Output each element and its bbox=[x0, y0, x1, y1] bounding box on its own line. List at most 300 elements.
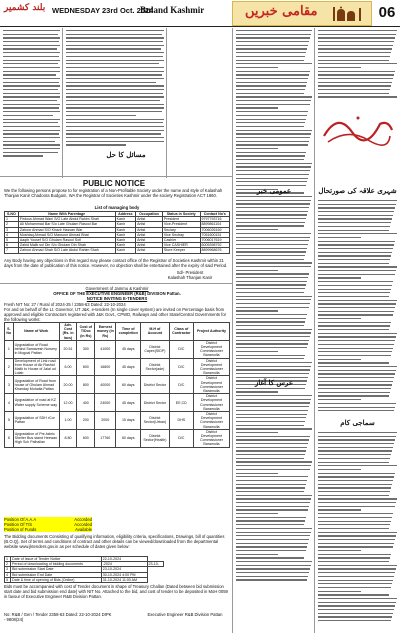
text-line bbox=[318, 41, 394, 42]
table-cell: 8.80 bbox=[59, 429, 77, 447]
table-cell: Zahoor Ahmad Shah S/O Late Abdul Rahim Shah bbox=[18, 248, 115, 253]
urdu-subhead: مسائل کا حل bbox=[106, 150, 146, 159]
text-line bbox=[236, 340, 309, 341]
table-cell: 400 bbox=[77, 394, 95, 412]
table-header-cell: M.H of Account bbox=[141, 323, 170, 341]
text-line bbox=[318, 296, 389, 297]
table-cell: 45 days bbox=[116, 358, 141, 376]
brand-name: Buland Kashmir bbox=[140, 5, 205, 15]
text-line bbox=[318, 546, 393, 547]
text-line bbox=[318, 517, 392, 518]
text-line bbox=[318, 218, 392, 219]
text-line bbox=[318, 74, 394, 75]
text-line bbox=[318, 30, 397, 31]
text-line bbox=[318, 443, 394, 444]
text-line bbox=[318, 436, 396, 437]
tender-bidding-note: The Bidding documents Consisting of qualifying information, eligibility criteria, specifications, Drawings, bill of quantities (B.O.Q), Set of terms and conditions of contract and other details can be viewed/downloaded from the departmental website www.jktenders.gov.in as per schedule of dates given below: bbox=[4, 534, 225, 549]
text-line bbox=[236, 178, 308, 179]
urdu-article-col4-low bbox=[318, 432, 397, 624]
text-line bbox=[318, 554, 391, 555]
text-line bbox=[236, 391, 278, 392]
table-cell: Vice-President bbox=[162, 222, 200, 227]
text-line bbox=[236, 517, 306, 518]
text-line bbox=[236, 259, 304, 260]
text-line bbox=[318, 513, 393, 514]
text-line bbox=[318, 259, 390, 260]
text-line bbox=[318, 37, 395, 38]
text-line bbox=[236, 314, 307, 315]
text-line bbox=[236, 432, 278, 433]
approval-value: Accorded bbox=[74, 522, 92, 527]
text-line bbox=[318, 362, 389, 363]
text-line bbox=[236, 532, 311, 533]
schedule-cell: 5 bbox=[5, 577, 11, 582]
text-line bbox=[236, 366, 311, 367]
schedule-cell: -2024 bbox=[101, 562, 147, 567]
text-line bbox=[318, 241, 395, 242]
approval-label: Position of Funds bbox=[4, 527, 37, 532]
text-line bbox=[236, 144, 308, 145]
table-cell: District Sector bbox=[141, 394, 170, 412]
text-line bbox=[318, 63, 397, 64]
text-line bbox=[318, 388, 391, 389]
table-cell: 5 bbox=[5, 412, 14, 430]
text-line bbox=[236, 96, 312, 97]
text-line bbox=[318, 266, 397, 267]
text-line bbox=[236, 63, 312, 64]
tender-footer-note: Bids must be accompanied with cost of Tender document in shape of Treasury Challan (Dated between bid submission start date and bid submission end date) with NIT No. Attached to the bid, and cost of tender to be deposited in MoH 0059 in favour of Executive Engineer R&B Division Pattan. bbox=[4, 584, 228, 599]
text-line bbox=[318, 207, 395, 208]
text-line bbox=[318, 613, 393, 614]
text-line bbox=[236, 343, 308, 344]
text-line bbox=[318, 370, 396, 371]
text-line bbox=[236, 203, 310, 204]
schedule-cell: 3 bbox=[5, 567, 11, 572]
text-line bbox=[318, 226, 390, 227]
text-line bbox=[318, 583, 392, 584]
text-line bbox=[318, 48, 392, 49]
text-line bbox=[318, 263, 389, 264]
text-line bbox=[318, 509, 361, 510]
text-line bbox=[236, 229, 278, 230]
section-banner-title: مقامی خبریں bbox=[245, 4, 318, 19]
text-line bbox=[236, 318, 306, 319]
text-line bbox=[236, 513, 278, 514]
table-cell: 45 days bbox=[116, 340, 141, 358]
table-row bbox=[5, 358, 230, 376]
text-line bbox=[318, 565, 397, 566]
text-line bbox=[236, 498, 311, 499]
table-cell: Mushtaq Ahmad S/O Mansoor Ahmad Bhat bbox=[18, 232, 115, 237]
text-line bbox=[236, 152, 306, 153]
table-cell: 8899861104 bbox=[200, 222, 230, 227]
text-line bbox=[318, 543, 394, 544]
urdu-article-col4-top bbox=[318, 30, 397, 100]
table-cell: District Development Commissioner Baramulla bbox=[193, 394, 229, 412]
column-divider bbox=[62, 28, 63, 178]
text-line bbox=[236, 214, 307, 215]
text-line bbox=[236, 225, 304, 226]
text-line bbox=[318, 340, 395, 341]
table-cell: 8899968676 bbox=[200, 248, 230, 253]
tender-works-table bbox=[4, 322, 230, 448]
text-line bbox=[318, 572, 395, 573]
text-line bbox=[318, 215, 393, 216]
public-notice-intro: We the following persons propose to for registration of a Non-Profitable Society under the name and style of Kalashah Thanjan Kanir Chadoora Budgam, WA the Registrar of Societies Kashmir under the society Registration ACT 1860. bbox=[4, 188, 223, 198]
text-line bbox=[236, 222, 305, 223]
text-line bbox=[318, 447, 393, 448]
text-line bbox=[318, 454, 391, 455]
table-cell: Cashier bbox=[162, 238, 200, 243]
text-line bbox=[318, 82, 392, 83]
table-cell: 16800 bbox=[95, 358, 116, 376]
table-header-cell: Name of Work bbox=[13, 323, 59, 341]
text-line bbox=[318, 620, 391, 621]
text-line bbox=[236, 347, 307, 348]
table-cell: 2 bbox=[5, 222, 19, 227]
text-line bbox=[318, 410, 394, 411]
table-cell: Vice Sectray bbox=[162, 232, 200, 237]
text-line bbox=[236, 450, 306, 451]
public-notice-title: PUBLIC NOTICE bbox=[82, 179, 146, 188]
table-cell: District Development Commissioner Baramulla bbox=[193, 412, 229, 430]
table-cell: 1 bbox=[5, 217, 19, 222]
text-line bbox=[236, 469, 310, 470]
bismillah-calligraphy bbox=[318, 102, 396, 150]
approval-value: Accorded bbox=[74, 517, 92, 522]
text-line bbox=[236, 111, 308, 112]
text-line bbox=[236, 458, 304, 459]
text-line bbox=[318, 450, 392, 451]
table-row bbox=[5, 248, 230, 253]
text-line bbox=[318, 230, 389, 231]
column-divider bbox=[166, 28, 167, 178]
text-line bbox=[236, 439, 309, 440]
text-line bbox=[318, 407, 395, 408]
text-line bbox=[318, 502, 396, 503]
text-line bbox=[318, 248, 393, 249]
text-line bbox=[236, 484, 306, 485]
text-line bbox=[236, 539, 309, 540]
text-line bbox=[236, 417, 306, 418]
text-line bbox=[318, 521, 391, 522]
text-line bbox=[236, 45, 308, 46]
approval-status-highlight bbox=[4, 517, 92, 532]
table-cell: 60 days bbox=[116, 429, 141, 447]
table-cell: Aaqib Yousef S/O Ghulam Rasool Sofi bbox=[18, 238, 115, 243]
text-line bbox=[236, 255, 305, 256]
approval-status-row bbox=[4, 527, 92, 532]
table-cell: Artist bbox=[136, 227, 163, 232]
table-cell: D/C bbox=[169, 340, 193, 358]
text-line bbox=[236, 506, 309, 507]
text-line bbox=[236, 565, 311, 566]
table-cell: Kanir bbox=[115, 232, 135, 237]
schedule-cell: Period of downloading of bidding documents bbox=[11, 562, 102, 567]
urdu-article-col2-top bbox=[66, 30, 164, 148]
text-line bbox=[236, 576, 308, 577]
text-line bbox=[236, 100, 311, 101]
text-line bbox=[236, 336, 310, 337]
text-line bbox=[236, 303, 310, 304]
text-line bbox=[318, 373, 395, 374]
text-line bbox=[318, 289, 391, 290]
table-cell: 20.51 bbox=[59, 340, 77, 358]
text-line bbox=[318, 458, 390, 459]
text-line bbox=[318, 469, 361, 470]
text-line bbox=[236, 41, 309, 42]
table-row bbox=[5, 412, 230, 430]
table-cell: 7006017619 bbox=[200, 238, 230, 243]
page-header bbox=[0, 0, 400, 27]
text-line bbox=[236, 78, 308, 79]
text-line bbox=[318, 211, 394, 212]
urdu-article-col4-mid bbox=[318, 200, 397, 414]
text-line bbox=[318, 60, 389, 61]
text-line bbox=[318, 480, 393, 481]
text-line bbox=[236, 207, 309, 208]
text-line bbox=[236, 550, 306, 551]
text-line bbox=[236, 148, 278, 149]
text-line bbox=[318, 292, 390, 293]
text-line bbox=[236, 273, 309, 274]
text-line bbox=[318, 616, 392, 617]
text-line bbox=[318, 300, 397, 301]
table-cell: Upgradation of Pre-fabric Shelter Bus stand Heewan High Sch Palhallan bbox=[13, 429, 59, 447]
text-line bbox=[236, 579, 307, 580]
text-line bbox=[236, 572, 309, 573]
text-line bbox=[318, 487, 391, 488]
table-cell: Artist bbox=[136, 222, 163, 227]
table-cell: 1 bbox=[5, 340, 14, 358]
text-line bbox=[236, 233, 311, 234]
schedule-cell: Bid submission Start Date bbox=[11, 567, 102, 572]
table-cell: 5 bbox=[5, 238, 19, 243]
table-header-cell: Project Authority bbox=[193, 323, 229, 341]
text-line bbox=[236, 60, 304, 61]
table-header-cell: S. No bbox=[5, 323, 14, 341]
text-line bbox=[318, 89, 390, 90]
text-line bbox=[236, 174, 309, 175]
table-header-cell: Adv. Cost (Rs. in lacs) bbox=[59, 323, 77, 341]
text-line bbox=[236, 82, 307, 83]
text-line bbox=[236, 358, 304, 359]
managing-body-table bbox=[4, 211, 230, 254]
text-line bbox=[318, 587, 391, 588]
text-line bbox=[318, 307, 395, 308]
table-cell: 3 bbox=[5, 376, 14, 394]
text-line bbox=[236, 67, 278, 68]
table-header-cell: Occupation bbox=[136, 212, 163, 217]
urdu-headline-col4: شہری علاقہ کی صورتحال bbox=[318, 186, 397, 195]
text-line bbox=[318, 535, 396, 536]
text-line bbox=[318, 557, 390, 558]
text-line bbox=[236, 461, 312, 462]
text-line bbox=[236, 406, 309, 407]
text-line bbox=[236, 491, 304, 492]
text-line bbox=[236, 362, 312, 363]
text-line bbox=[318, 96, 397, 97]
text-line bbox=[236, 163, 312, 164]
table-cell: President bbox=[162, 217, 200, 222]
text-line bbox=[318, 439, 395, 440]
table-cell: D/C bbox=[169, 376, 193, 394]
tender-gov: Government of Jammu & Kashmir bbox=[85, 286, 149, 291]
table-cell: District Sector bbox=[141, 376, 170, 394]
schedule-cell: Bid submission End Date bbox=[11, 572, 102, 577]
table-cell: Kanir bbox=[115, 238, 135, 243]
text-line bbox=[236, 48, 307, 49]
schedule-cell: 23-10- bbox=[147, 562, 163, 567]
table-cell: Kanir bbox=[115, 243, 135, 248]
text-line bbox=[236, 218, 306, 219]
text-line bbox=[236, 237, 310, 238]
text-line bbox=[236, 447, 307, 448]
text-line bbox=[318, 200, 397, 201]
table-cell: Kanir bbox=[115, 227, 135, 232]
text-line bbox=[318, 34, 396, 35]
table-cell: Seciary bbox=[162, 227, 200, 232]
table-cell: 17760 bbox=[95, 429, 116, 447]
tender-signatory: Executive Engineer R&B Division Pattan bbox=[147, 612, 223, 617]
text-line bbox=[236, 126, 304, 127]
text-line bbox=[236, 133, 311, 134]
table-cell: Ali Mohammad Bar S/o Late Ghulam Rasool Bar bbox=[18, 222, 115, 227]
text-line bbox=[318, 359, 361, 360]
tender-nit-no: Fresh NIT No: 27 / Rural of 2024-25 / 2358-63 Dated: 22-10-2024 bbox=[4, 302, 126, 307]
table-cell: 4 bbox=[5, 394, 14, 412]
text-line bbox=[236, 104, 310, 105]
urdu-article-col1 bbox=[3, 30, 60, 159]
table-cell: 6 bbox=[5, 243, 19, 248]
schedule-cell: Date of Issue of Tender Notice bbox=[11, 557, 102, 562]
text-line bbox=[318, 52, 391, 53]
text-line bbox=[236, 159, 304, 160]
text-line bbox=[236, 425, 304, 426]
text-line bbox=[318, 476, 394, 477]
table-cell: 60 days bbox=[116, 376, 141, 394]
text-line bbox=[318, 274, 395, 275]
table-cell: 2 bbox=[5, 358, 14, 376]
table-row bbox=[5, 376, 230, 394]
text-line bbox=[318, 473, 395, 474]
text-line bbox=[318, 366, 397, 367]
text-line bbox=[236, 122, 305, 123]
approval-label: Position Of A.A.A bbox=[4, 517, 37, 522]
table-cell: 200 bbox=[77, 412, 95, 430]
table-cell: Development of Link road from House of Ab Rashid Malik to House of Jalal ud Lolab bbox=[13, 358, 59, 376]
table-cell: 41000 bbox=[95, 340, 116, 358]
text-line bbox=[236, 476, 308, 477]
text-line bbox=[318, 252, 392, 253]
text-line bbox=[236, 332, 311, 333]
schedule-cell: 1 bbox=[5, 557, 11, 562]
text-line bbox=[318, 465, 397, 466]
mosque-icon bbox=[331, 5, 365, 21]
text-line bbox=[236, 524, 304, 525]
text-line bbox=[236, 181, 307, 182]
tender-ref: No: R&B / Gen / Tender 2358-63 Dated: 22-10-2024 DIPK - 9808(24) bbox=[4, 612, 112, 622]
text-line bbox=[236, 487, 305, 488]
table-cell: Kanir bbox=[115, 248, 135, 253]
text-line bbox=[236, 270, 278, 271]
approval-label: Position Of T/S bbox=[4, 522, 33, 527]
table-cell: Kanir bbox=[115, 222, 135, 227]
text-line bbox=[236, 325, 304, 326]
tender-office: OFFICE OF THE EXECUTIVE ENGINEER (R&B) DIVISION Pattan. bbox=[53, 291, 181, 296]
schedule-cell: 23-10-2024 bbox=[101, 567, 147, 572]
schedule-cell: Date & time of opening of Bids (Online) bbox=[11, 577, 102, 582]
text-line bbox=[318, 270, 396, 271]
text-line bbox=[318, 395, 389, 396]
text-line bbox=[236, 543, 308, 544]
text-line bbox=[236, 251, 306, 252]
text-line bbox=[236, 196, 312, 197]
table-cell: 7 bbox=[5, 248, 19, 253]
text-line bbox=[236, 355, 305, 356]
section-divider bbox=[0, 283, 232, 284]
urdu-headline-col4-low: سماجی کام bbox=[340, 418, 375, 427]
table-cell: District Development Commissioner Baramulla bbox=[193, 376, 229, 394]
text-line bbox=[236, 170, 310, 171]
text-line bbox=[236, 115, 307, 116]
table-cell: Upgradation of SDH rCor Pattan bbox=[13, 412, 59, 430]
table-row bbox=[5, 429, 230, 447]
text-line bbox=[318, 78, 393, 79]
text-line bbox=[236, 71, 310, 72]
text-line bbox=[236, 277, 308, 278]
column-divider bbox=[232, 28, 233, 633]
table-header-cell: Contact No's bbox=[200, 212, 230, 217]
table-cell: Artist bbox=[136, 217, 163, 222]
table-cell: Kanir bbox=[115, 217, 135, 222]
table-cell: 4 bbox=[5, 232, 19, 237]
text-line bbox=[318, 591, 361, 592]
text-line bbox=[236, 473, 278, 474]
text-line bbox=[318, 322, 391, 323]
text-line bbox=[236, 351, 278, 352]
table-cell: 9797793716 bbox=[200, 217, 230, 222]
text-line bbox=[236, 200, 311, 201]
table-header-cell: Time of completion bbox=[116, 323, 141, 341]
text-line bbox=[236, 284, 306, 285]
text-line bbox=[236, 568, 310, 569]
urdu-headline-low: عرس کا آغاز bbox=[254, 378, 294, 387]
text-line bbox=[318, 277, 361, 278]
text-line bbox=[236, 34, 311, 35]
text-line bbox=[318, 285, 392, 286]
table-cell: D/C bbox=[169, 429, 193, 447]
text-line bbox=[318, 336, 396, 337]
masthead-logo: بلند کشمیر bbox=[4, 3, 46, 13]
column-divider bbox=[314, 28, 315, 633]
text-line bbox=[318, 255, 391, 256]
schedule-cell: 4 bbox=[5, 572, 11, 577]
managing-body-title: List of managing body bbox=[94, 205, 140, 210]
table-cell: 600 bbox=[77, 429, 95, 447]
schedule-cell: 30-10-2024 4:00 PM bbox=[101, 572, 147, 577]
text-line bbox=[318, 392, 390, 393]
text-line bbox=[318, 568, 396, 569]
text-line bbox=[318, 244, 394, 245]
text-line bbox=[236, 292, 304, 293]
text-line bbox=[236, 321, 305, 322]
table-cell: Firdous Ahmad Wani S/O Late Abdul Rahim Shah bbox=[18, 217, 115, 222]
text-line bbox=[318, 333, 397, 334]
text-line bbox=[318, 528, 389, 529]
text-line bbox=[318, 351, 392, 352]
objection-text: Any Body having any objections in this regard may please contact office of the Registrar of Societies Kashmir within 21 days from the date of publication of this notice. However, no objection shall be entertained after the expiry of said Period. bbox=[4, 258, 228, 268]
